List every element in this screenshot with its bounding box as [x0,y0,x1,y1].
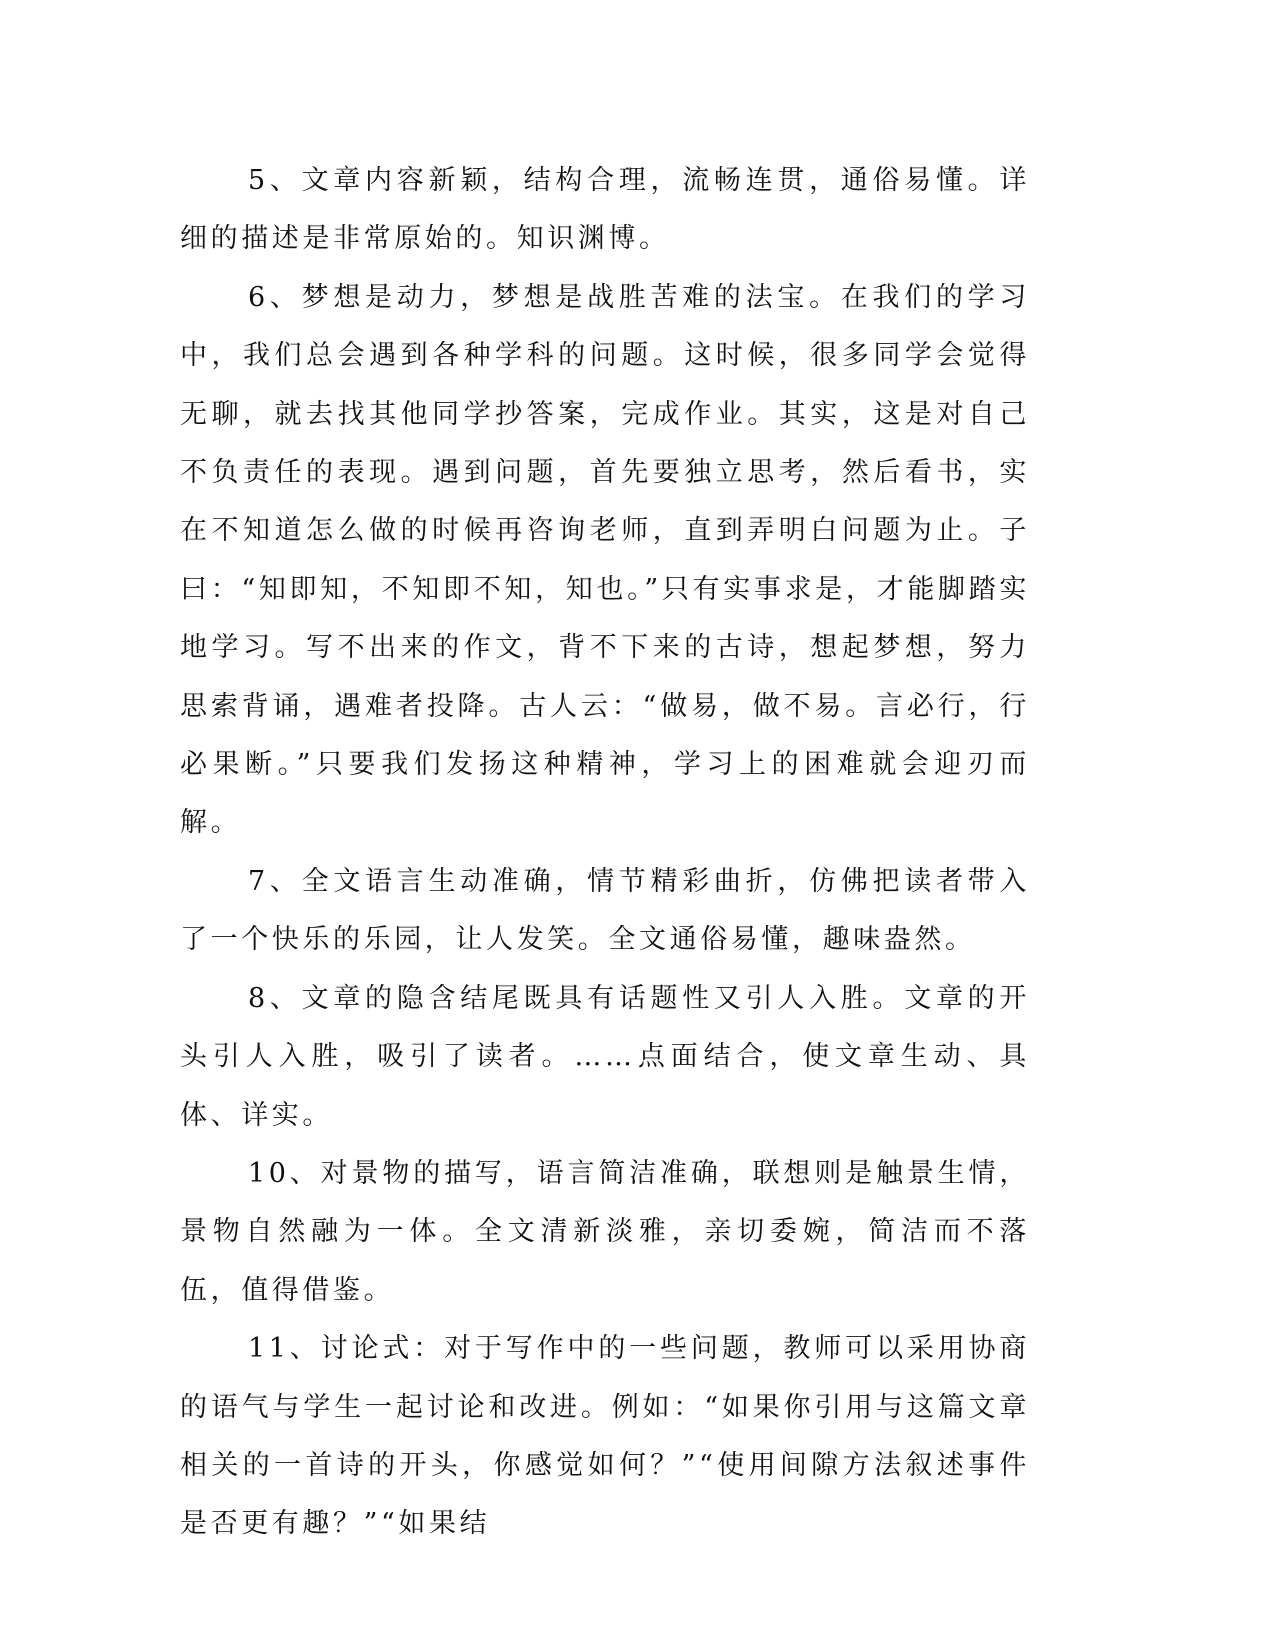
paragraph-8: 8、文章的隐含结尾既具有话题性又引人入胜。文章的开头引人入胜，吸引了读者。……点面结合，使文章生动、具体、详实。 [180,982,1030,1131]
paragraph-5: 5、文章内容新颖，结构合理，流畅连贯，通俗易懂。详细的描述是非常原始的。知识渊博。 [180,165,1030,255]
paragraph-10: 10、对景物的描写，语言简洁准确，联想则是触景生情，景物自然融为一体。全文清新淡雅，亲切委婉，简洁而不落伍，值得借鉴。 [180,1157,1030,1306]
document-body [180,152,1030,1554]
paragraph-11: 11、讨论式：对于写作中的一些问题，教师可以采用协商的语气与学生一起讨论和改进。例如：“如果你引用与这篇文章相关的一首诗的开头，你感觉如何？”“使用间隙方法叙述事件是否更有趣？”“如果结 [180,1333,1030,1540]
paragraph-7: 7、全文语言生动准确，情节精彩曲折，仿佛把读者带入了一个快乐的乐园，让人发笑。全文通俗易懂，趣味盎然。 [180,865,1030,956]
paragraph-6: 6、梦想是动力，梦想是战胜苦难的法宝。在我们的学习中，我们总会遇到各种学科的问题。这时候，很多同学会觉得无聊，就去找其他同学抄答案，完成作业。其实，这是对自己不负责任的表现。遇到问题，首先要独立思考，然后看书，实在不知道怎么做的时候再咨询老师，直到弄明白问题为止。子曰：“知即知，不知即不知，知也。”只有实事求是，才能脚踏实地学习。写不出来的作文，背不下来的古诗，想起梦想，努力思索背诵，遇难者投降。古人云：“做易，做不易。言必行，行必果断。”只要我们发扬这种精神，学习上的困难就会迎刃而解。 [180,281,1030,839]
